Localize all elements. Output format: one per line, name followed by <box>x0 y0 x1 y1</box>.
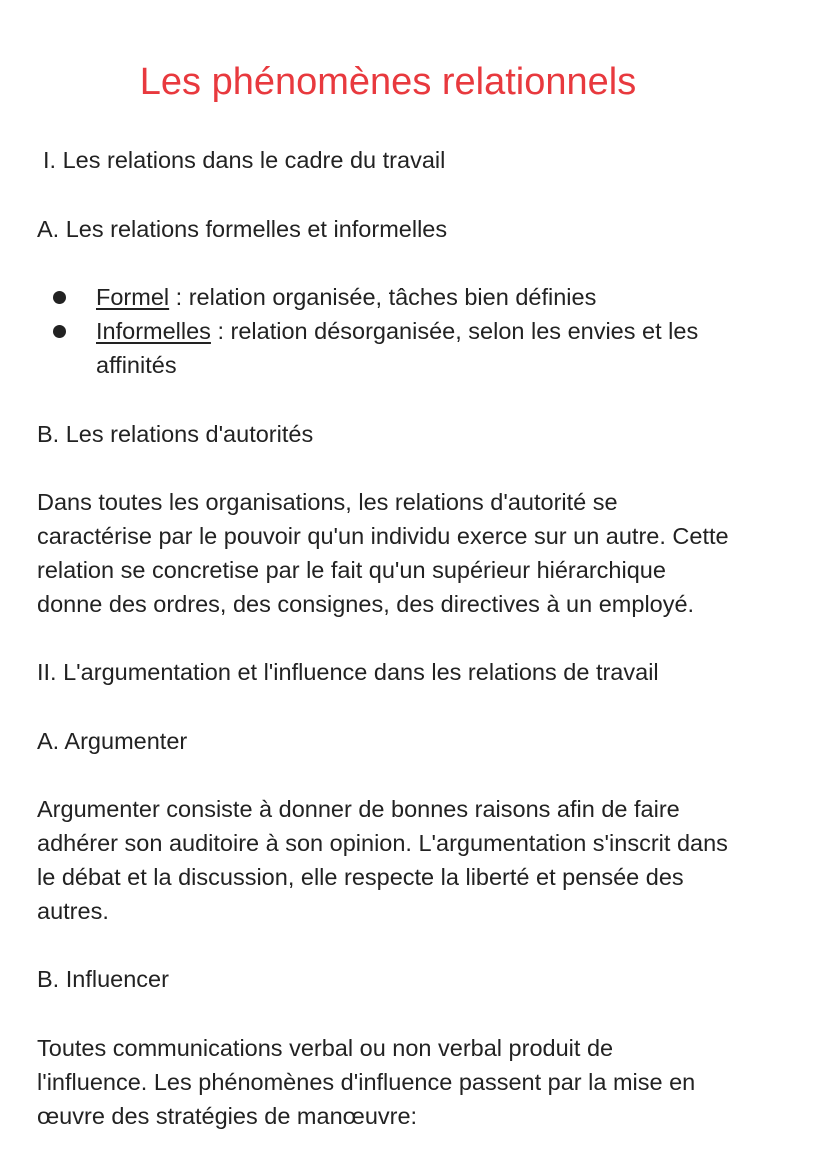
relations-bullet-list <box>0 280 698 382</box>
section-2-heading: II. L'argumentation et l'influence dans les relations de travail <box>37 659 659 685</box>
paragraph-line: le débat et la discussion, elle respecte la liberté et pensée des <box>37 864 684 890</box>
paragraph-line: caractérise par le pouvoir qu'un individu exerce sur un autre. Cette <box>37 523 729 549</box>
section-2b-paragraph <box>37 1031 797 1133</box>
paragraph-line: Argumenter consiste à donner de bonnes raisons afin de faire <box>37 796 680 822</box>
section-1b-paragraph <box>37 485 797 621</box>
bullet-line <box>96 280 698 314</box>
bullet-dot-icon <box>53 291 66 304</box>
list-item-informelles <box>0 314 698 382</box>
section-2a-paragraph <box>37 792 797 928</box>
section-1a-heading: A. Les relations formelles et informelles <box>37 216 448 242</box>
section-2b-heading: B. Influencer <box>37 966 169 992</box>
paragraph-line: donne des ordres, des consignes, des directives à un employé. <box>37 591 695 617</box>
section-1-heading: I. Les relations dans le cadre du travail <box>43 147 446 173</box>
section-1b-heading: B. Les relations d'autorités <box>37 421 314 447</box>
paragraph-line: autres. <box>37 898 109 924</box>
bullet-text-continued: affinités <box>96 352 177 378</box>
bullet-term: Informelles <box>96 318 211 344</box>
paragraph-line: adhérer son auditoire à son opinion. L'argumentation s'inscrit dans <box>37 830 728 856</box>
paragraph-line: l'influence. Les phénomènes d'influence passent par la mise en <box>37 1069 696 1095</box>
bullet-line <box>96 314 698 348</box>
bullet-term: Formel <box>96 284 170 310</box>
page-title: Les phénomènes relationnels <box>139 61 637 103</box>
list-item-formel <box>0 280 698 314</box>
paragraph-line: œuvre des stratégies de manœuvre: <box>37 1103 418 1129</box>
paragraph-line: Dans toutes les organisations, les relations d'autorité se <box>37 489 618 515</box>
bullet-text: : relation organisée, tâches bien définies <box>169 284 597 310</box>
paragraph-line: relation se concretise par le fait qu'un supérieur hiérarchique <box>37 557 666 583</box>
bullet-dot-icon <box>53 325 66 338</box>
paragraph-line: Toutes communications verbal ou non verbal produit de <box>37 1035 614 1061</box>
bullet-text: : relation désorganisée, selon les envies et les <box>210 318 699 344</box>
section-2a-heading: A. Argumenter <box>37 728 188 754</box>
